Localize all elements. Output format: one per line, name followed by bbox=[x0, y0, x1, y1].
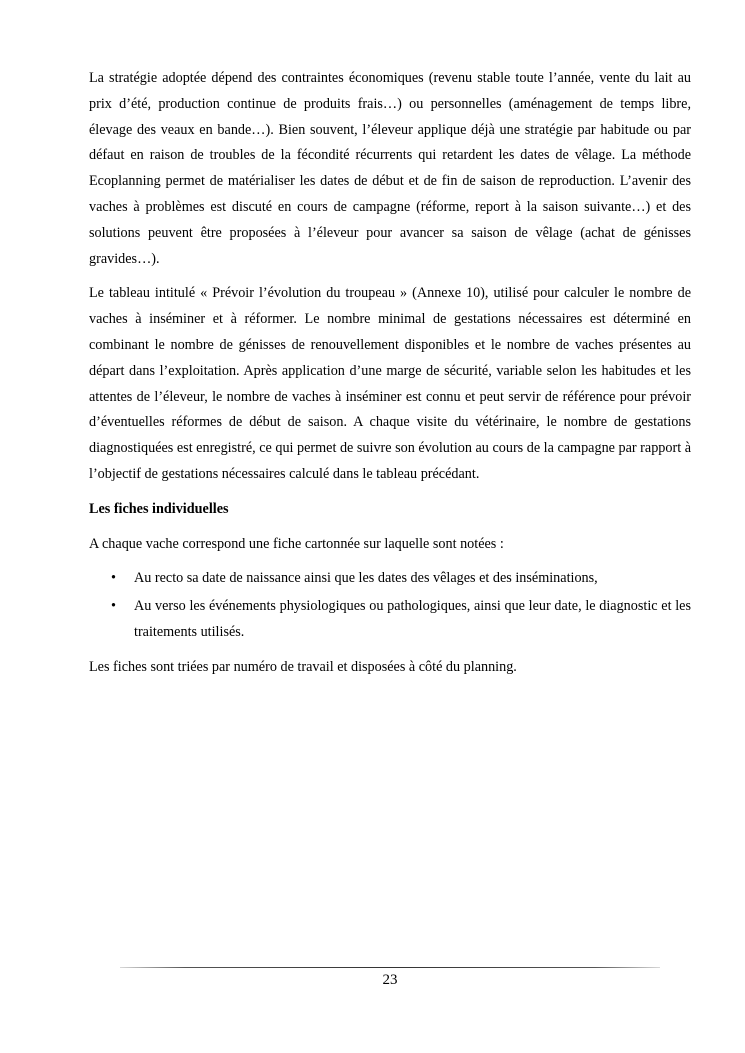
page-body bbox=[89, 66, 691, 690]
page-number: 23 bbox=[382, 972, 398, 988]
list-item bbox=[89, 594, 691, 646]
list-item bbox=[89, 566, 691, 592]
list-item-text: Au verso les événements physiologiques ou pathologiques, ainsi que leur date, le diagnostic et les traitements utilisés. bbox=[134, 598, 691, 640]
bullet-icon: • bbox=[111, 598, 116, 615]
bullet-icon: • bbox=[111, 570, 116, 587]
section-heading: Les fiches individuelles bbox=[89, 500, 229, 517]
paragraph-strategy: La stratégie adoptée dépend des contraintes économiques (revenu stable toute l’année, vente du lait au prix d’été, production continue de produits frais…) ou personnelles (aménagement de temps libre, élevage des veaux en bande…). Bien souvent, l’éleveur applique déjà une stratégie par habitude ou par défaut en raison de troubles de la fécondité récurrents qui retardent les dates de vêlage. La méthode Ecoplanning permet de matérialiser les dates de début et de fin de saison de reproduction. L’avenir des vaches à problèmes est discuté en cours de campagne (réforme, report à la saison suivante…) et des solutions peuvent être proposées à l’éleveur pour avancer sa saison de vêlage (achat de génisses gravides…). bbox=[89, 70, 691, 267]
bullet-list bbox=[89, 566, 691, 645]
list-item-text: Au recto sa date de naissance ainsi que les dates des vêlages et des inséminations, bbox=[134, 570, 598, 587]
paragraph-card-sorting: Les fiches sont triées par numéro de travail et disposées à côté du planning. bbox=[89, 658, 517, 675]
paragraph-herd-table: Le tableau intitulé « Prévoir l’évolution du troupeau » (Annexe 10), utilisé pour calculer le nombre de vaches à inséminer et à réformer. Le nombre minimal de gestations nécessaires est déterminé en combinant le nombre de génisses de renouvellement disponibles et le nombre de vaches présentes au départ dans l’exploitation. Après application d’une marge de sécurité, variable selon les habitudes et les attentes de l’éleveur, le nombre de vaches à inséminer est connu et peut servir de référence pour prévoir d’éventuelles réformes de début de saison. A chaque visite du vétérinaire, le nombre de gestations diagnostiquées est enregistré, ce qui permet de suivre son évolution au cours de la campagne par rapport à l’objectif de gestations nécessaires calculé dans le tableau précédant. bbox=[89, 285, 691, 482]
footer-divider bbox=[120, 967, 660, 968]
paragraph-card-intro: A chaque vache correspond une fiche cartonnée sur laquelle sont notées : bbox=[89, 535, 504, 552]
